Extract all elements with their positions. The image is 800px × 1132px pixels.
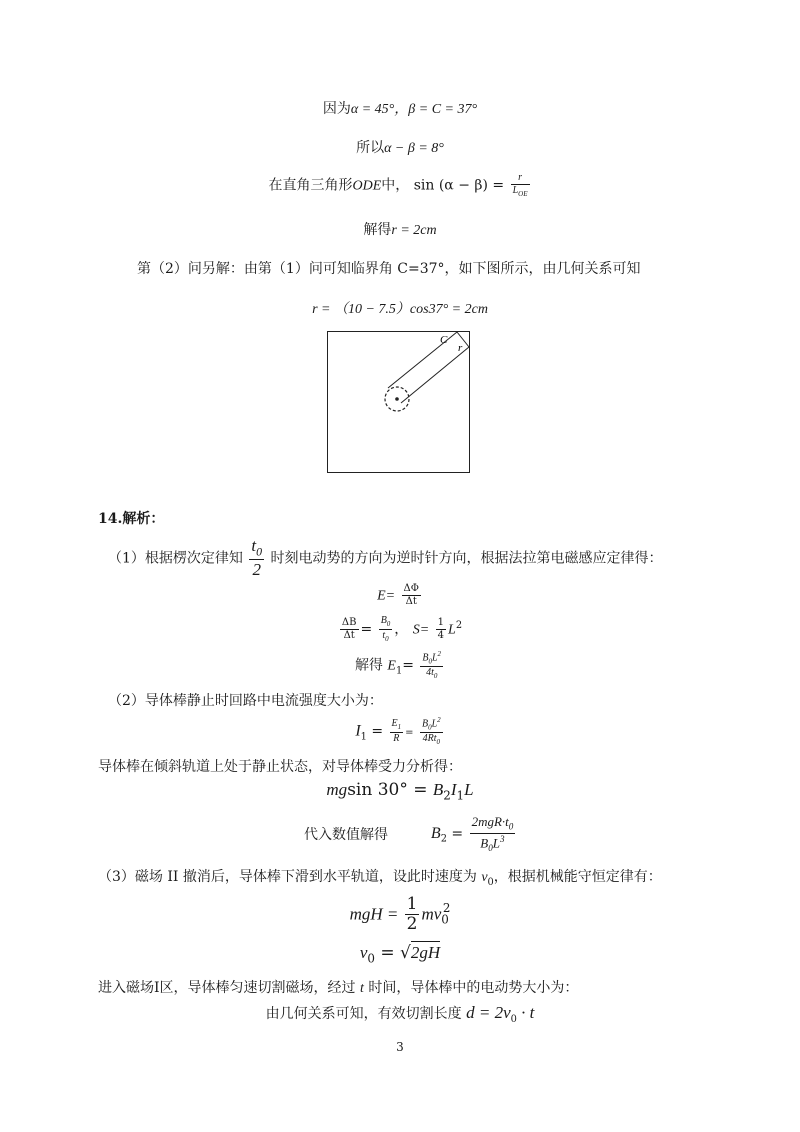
den-sub: 0 [385,635,389,643]
math: r = 2cm [391,223,437,238]
num-sub: 0 [428,723,432,732]
force-analysis-statement: 导体棒在倾斜轨道上处于静止状态，对导体棒受力分析得： [98,759,462,775]
num-sup: 2 [437,716,441,724]
subscript: 1 [395,665,403,677]
numerator [420,651,443,667]
tangent-line-lower [401,347,469,403]
numerator: ΔΦ [403,583,419,594]
fraction [436,618,446,641]
num-l: L [431,652,438,664]
subscript: 0 [367,951,375,966]
den-main: B [480,835,489,851]
math: v [359,943,368,962]
numerator [249,537,264,560]
denominator: 2 [406,914,418,934]
den-main: t [382,630,386,641]
num-sub: 1 [397,723,402,732]
den-main: 4t [426,667,434,679]
math: I [450,780,457,799]
equation-flux-rate [0,616,800,643]
numerator [470,815,516,834]
alt-solution-line: 第（2）问另解：由第（1）问可知临界角 C=37°，如下图所示，由几何关系可知 [137,261,641,277]
numerator: 1 [437,617,445,628]
equals: = [371,723,384,740]
equation-force-balance [0,780,800,802]
num-sub: 0 [508,821,514,832]
math: α = 45°，β = C = 37° [350,102,478,117]
denominator: Δt [405,596,417,607]
subscript: 0 [487,876,494,888]
equation-current [0,717,800,746]
math: E [387,658,396,674]
equals: = [405,727,414,739]
numerator [379,616,393,630]
geometry-length-statement [0,1003,800,1025]
num-main: E [391,718,398,730]
page-number: 3 [396,1040,404,1054]
equals: = [446,825,468,842]
num-sup: 2 [437,650,442,658]
text: 代入数值解得 [304,826,388,843]
part-3-statement [98,866,662,888]
text: （3）磁场 II 撤消后，导体棒下滑到水平轨道，设此时速度为 [98,869,482,885]
derivation-line-1 [0,98,800,118]
square-field-boundary [328,332,470,473]
den-sub: 0 [488,842,493,853]
fraction [470,815,516,853]
num-sub: 0 [428,657,432,666]
math: S= [412,622,430,638]
text: 因为 [322,101,351,117]
equation-e1-result [0,651,800,680]
sqrt-icon: √ [400,943,411,963]
text: 时刻电动势的方向为逆时针方向，根据法拉第电磁感应定律得： [270,550,663,567]
label-c: C [440,334,448,346]
numerator: 1 [406,894,418,914]
num-main: B [422,652,429,664]
text: （1）根据楞次定律知 [108,550,243,567]
fraction [379,616,393,643]
derivation-line-4 [0,219,800,239]
fraction [402,584,421,607]
part-2-statement: （2）导体棒静止时回路中电流强度大小为： [108,693,383,709]
text: 在直角三角形 [268,177,353,194]
math: mgH = [349,904,403,924]
fraction [420,717,443,746]
numerator: r [511,173,530,185]
radicand: 2gH [410,943,441,962]
field-1-statement [98,977,578,997]
question-14-heading: 14.解析： [98,511,165,527]
fraction [340,618,359,641]
label-r: r [458,342,463,354]
subscript: 2 [440,833,447,845]
denominator [379,630,393,643]
denominator: R [393,733,400,745]
math: B [430,824,441,842]
subscript: 1 [360,731,367,743]
denominator [420,733,443,746]
center-dot [395,397,399,401]
subscript: 0 [510,1013,517,1025]
separator: ， [394,621,409,638]
denominator [420,667,443,680]
math: t [359,981,364,996]
math: v [481,870,488,885]
text: 中， [381,177,410,194]
text: 解得 [354,657,383,674]
numerator [420,717,443,733]
text: 由几何关系可知，有效切割长度 [265,1006,467,1022]
den-sub: OE [518,190,528,198]
num-main: B [380,615,387,626]
fraction [405,896,420,933]
text: 进入磁场Ⅰ区，导体棒匀速切割磁场，经过 [98,980,360,996]
subscript: 2 [443,788,451,803]
den-sub: 0 [436,738,441,747]
text: ，根据机械能守恒定律有： [493,869,662,885]
math: B [432,780,444,799]
num-sub: 0 [386,620,391,628]
num-sub: 0 [256,544,263,559]
geometry-figure [327,331,470,473]
num-l: L [431,718,438,730]
fraction [420,651,443,680]
fraction [511,173,530,198]
math: · t [516,1003,535,1022]
denominator [511,185,530,198]
den-main: L [512,185,519,196]
math: sin (α − β) = [413,177,505,194]
text: 所以 [356,140,385,156]
equation-b2 [304,815,517,853]
denominator: Δt [343,630,355,641]
numerator: ΔB [341,617,357,628]
math: E= [377,588,396,604]
numerator [390,719,404,733]
math: I [355,722,361,740]
equation-emf [0,584,800,607]
math: L [448,622,456,638]
derivation-line-3 [0,173,800,198]
denominator [470,834,516,853]
den-sup: 3 [500,833,505,844]
subscript: 1 [456,788,465,803]
subscript: 0 [441,912,449,927]
den-main: 4Rt [422,733,437,745]
equation-velocity [0,943,800,965]
math: d = 2v [466,1003,511,1022]
derivation-line-2 [0,137,800,157]
math: α − β = 8° [384,141,444,156]
superscript: 2 [455,619,463,631]
math: L [464,780,474,799]
part-1-statement [108,537,663,578]
fraction [390,719,404,744]
num-main: 2mgR·t [471,814,509,829]
alt-solution-result [0,298,800,318]
math: mg [326,780,348,799]
denominator: 2 [252,560,261,580]
math: sin 30° = [347,780,433,800]
den-sub: 0 [433,672,438,681]
equals: = [402,657,414,674]
equals: = [360,621,373,638]
math: mv [421,904,442,924]
superscript: 2 [442,901,451,916]
text: 解得 [363,222,392,238]
equation-energy [0,896,800,933]
math: r = （10 − 7.5）cos37° = 2cm [312,302,488,317]
num-main: t [251,536,257,555]
den-l: L [492,835,501,851]
num-main: B [421,718,429,730]
fraction-t0-over-2 [249,537,264,578]
math: ODE [352,178,382,194]
equals: = [374,943,401,963]
denominator: 4 [437,630,445,641]
text: 时间，导体棒中的电动势大小为： [363,980,579,996]
